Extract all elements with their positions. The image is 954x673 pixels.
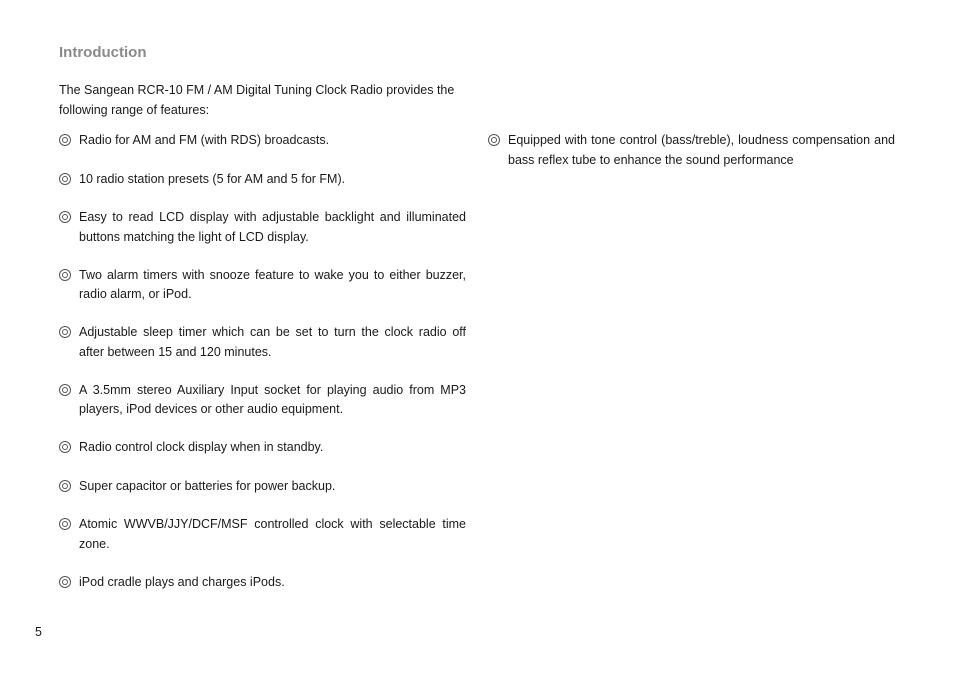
- feature-text: Radio for AM and FM (with RDS) broadcasts.: [79, 133, 330, 147]
- list-item: [59, 323, 466, 362]
- feature-text: Adjustable sleep timer which can be set to turn the clock radio off after between 15 and 120 minutes.: [79, 325, 466, 359]
- feature-list-right: [488, 131, 895, 189]
- list-item: [59, 438, 466, 458]
- double-circle-bullet-icon: [59, 134, 71, 146]
- list-item: [59, 573, 466, 593]
- feature-text: Two alarm timers with snooze feature to wake you to either buzzer, radio alarm, or iPod.: [79, 267, 466, 301]
- feature-text: A 3.5mm stereo Auxiliary Input socket for playing audio from MP3 players, iPod devices or other audio equipment.: [79, 382, 466, 416]
- list-item: [59, 381, 466, 420]
- double-circle-bullet-icon: [59, 518, 71, 530]
- page-title: Introduction: [59, 44, 147, 61]
- feature-text: iPod cradle plays and charges iPods.: [79, 574, 285, 589]
- double-circle-bullet-icon: [59, 384, 71, 396]
- intro-paragraph: The Sangean RCR-10 FM / AM Digital Tuning Clock Radio provides the following range of features:: [59, 83, 455, 117]
- double-circle-bullet-icon: [59, 211, 71, 223]
- double-circle-bullet-icon: [59, 441, 71, 453]
- list-item: [59, 515, 466, 554]
- feature-text: Equipped with tone control (bass/treble), loudness compensation and bass reflex tube to enhance the sound performance: [508, 133, 895, 167]
- double-circle-bullet-icon: [59, 269, 71, 281]
- page-number: 5: [35, 625, 42, 639]
- list-item: [59, 266, 466, 305]
- double-circle-bullet-icon: [488, 134, 500, 146]
- double-circle-bullet-icon: [59, 173, 71, 185]
- feature-text: Easy to read LCD display with adjustable backlight and illuminated buttons matching the light of LCD display.: [79, 210, 466, 244]
- double-circle-bullet-icon: [59, 480, 71, 492]
- feature-text: Atomic WWVB/JJY/DCF/MSF controlled clock with selectable time zone.: [79, 517, 466, 551]
- feature-list-left: [59, 131, 466, 611]
- list-item: [59, 477, 466, 497]
- double-circle-bullet-icon: [59, 326, 71, 338]
- feature-text: Super capacitor or batteries for power backup.: [79, 478, 336, 493]
- list-item: [59, 131, 466, 151]
- feature-text: Radio control clock display when in standby.: [79, 440, 324, 454]
- list-item: [59, 170, 466, 190]
- double-circle-bullet-icon: [59, 576, 71, 588]
- list-item: [488, 131, 895, 170]
- feature-text: 10 radio station presets (5 for AM and 5 for FM).: [79, 171, 346, 186]
- list-item: [59, 208, 466, 247]
